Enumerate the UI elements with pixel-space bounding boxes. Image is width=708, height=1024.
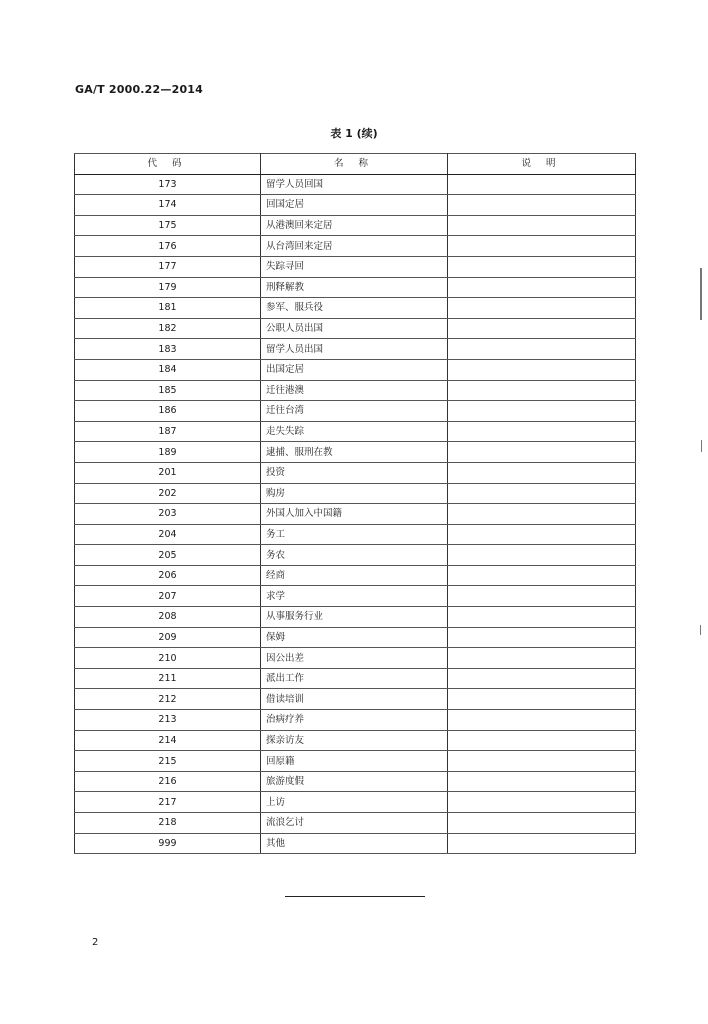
table-row [75, 771, 636, 792]
code-cell: 999 [75, 833, 261, 854]
name-cell: 逮捕、服刑在教 [261, 442, 448, 463]
description-cell [448, 668, 636, 689]
code-cell: 174 [75, 195, 261, 216]
description-cell [448, 318, 636, 339]
table-row [75, 380, 636, 401]
table-row [75, 298, 636, 319]
description-cell [448, 339, 636, 360]
name-cell: 从港澳回来定居 [261, 215, 448, 236]
code-cell: 215 [75, 751, 261, 772]
description-cell [448, 236, 636, 257]
table-row [75, 668, 636, 689]
table-row [75, 648, 636, 669]
code-cell: 202 [75, 483, 261, 504]
table-row [75, 524, 636, 545]
description-cell [448, 174, 636, 195]
table-row [75, 236, 636, 257]
name-cell: 迁往港澳 [261, 380, 448, 401]
name-cell: 务工 [261, 524, 448, 545]
code-cell: 212 [75, 689, 261, 710]
description-cell [448, 421, 636, 442]
description-cell [448, 195, 636, 216]
description-cell [448, 504, 636, 525]
code-table [74, 153, 636, 854]
name-cell: 刑释解教 [261, 277, 448, 298]
code-cell: 175 [75, 215, 261, 236]
description-cell [448, 751, 636, 772]
name-cell: 求学 [261, 586, 448, 607]
description-cell [448, 813, 636, 834]
description-cell [448, 401, 636, 422]
code-cell: 208 [75, 607, 261, 628]
table-row [75, 195, 636, 216]
table-row [75, 401, 636, 422]
code-cell: 213 [75, 710, 261, 731]
name-cell: 回国定居 [261, 195, 448, 216]
code-cell: 189 [75, 442, 261, 463]
table-row [75, 277, 636, 298]
table-row [75, 256, 636, 277]
code-cell: 183 [75, 339, 261, 360]
description-cell [448, 215, 636, 236]
footer-rule [285, 896, 425, 897]
description-cell [448, 256, 636, 277]
table-row [75, 607, 636, 628]
code-cell: 181 [75, 298, 261, 319]
code-cell: 201 [75, 462, 261, 483]
table-row [75, 421, 636, 442]
name-cell: 留学人员回国 [261, 174, 448, 195]
header-name: 名 称 [261, 154, 448, 175]
name-cell: 走失失踪 [261, 421, 448, 442]
scan-artifact [700, 268, 702, 320]
table-body [75, 174, 636, 854]
code-cell: 186 [75, 401, 261, 422]
description-cell [448, 298, 636, 319]
code-cell: 218 [75, 813, 261, 834]
code-cell: 173 [75, 174, 261, 195]
table-row [75, 833, 636, 854]
scan-artifact [701, 440, 702, 452]
code-cell: 184 [75, 359, 261, 380]
name-cell: 迁往台湾 [261, 401, 448, 422]
table-row [75, 792, 636, 813]
name-cell: 其他 [261, 833, 448, 854]
name-cell: 借读培训 [261, 689, 448, 710]
name-cell: 从事服务行业 [261, 607, 448, 628]
name-cell: 公职人员出国 [261, 318, 448, 339]
name-cell: 治病疗养 [261, 710, 448, 731]
table-row [75, 689, 636, 710]
description-cell [448, 483, 636, 504]
code-cell: 207 [75, 586, 261, 607]
table-row [75, 483, 636, 504]
name-cell: 参军、服兵役 [261, 298, 448, 319]
name-cell: 从台湾回来定居 [261, 236, 448, 257]
description-cell [448, 648, 636, 669]
name-cell: 失踪寻回 [261, 256, 448, 277]
name-cell: 出国定居 [261, 359, 448, 380]
description-cell [448, 627, 636, 648]
description-cell [448, 277, 636, 298]
description-cell [448, 586, 636, 607]
name-cell: 保姆 [261, 627, 448, 648]
scan-artifact [700, 625, 701, 635]
table-row [75, 442, 636, 463]
standard-identifier: GA/T 2000.22—2014 [75, 83, 204, 96]
table-row [75, 545, 636, 566]
name-cell: 务农 [261, 545, 448, 566]
name-cell: 经商 [261, 565, 448, 586]
table-row [75, 359, 636, 380]
name-cell: 因公出差 [261, 648, 448, 669]
table-row [75, 730, 636, 751]
code-cell: 209 [75, 627, 261, 648]
code-cell: 216 [75, 771, 261, 792]
description-cell [448, 689, 636, 710]
code-cell: 211 [75, 668, 261, 689]
table-row [75, 813, 636, 834]
name-cell: 购房 [261, 483, 448, 504]
table-header-row [75, 154, 636, 175]
code-cell: 179 [75, 277, 261, 298]
name-cell: 流浪乞讨 [261, 813, 448, 834]
name-cell: 探亲访友 [261, 730, 448, 751]
description-cell [448, 462, 636, 483]
table-row [75, 462, 636, 483]
code-cell: 177 [75, 256, 261, 277]
table-row [75, 565, 636, 586]
header-description: 说 明 [448, 154, 636, 175]
table-row [75, 318, 636, 339]
table-row [75, 174, 636, 195]
code-cell: 203 [75, 504, 261, 525]
code-cell: 205 [75, 545, 261, 566]
name-cell: 回原籍 [261, 751, 448, 772]
description-cell [448, 524, 636, 545]
description-cell [448, 833, 636, 854]
code-cell: 182 [75, 318, 261, 339]
name-cell: 派出工作 [261, 668, 448, 689]
description-cell [448, 771, 636, 792]
name-cell: 旅游度假 [261, 771, 448, 792]
table-row [75, 504, 636, 525]
code-cell: 176 [75, 236, 261, 257]
header-code: 代 码 [75, 154, 261, 175]
description-cell [448, 545, 636, 566]
description-cell [448, 607, 636, 628]
table-row [75, 751, 636, 772]
table-row [75, 627, 636, 648]
description-cell [448, 730, 636, 751]
code-cell: 217 [75, 792, 261, 813]
code-cell: 185 [75, 380, 261, 401]
name-cell: 上访 [261, 792, 448, 813]
code-cell: 204 [75, 524, 261, 545]
table-row [75, 710, 636, 731]
name-cell: 留学人员出国 [261, 339, 448, 360]
description-cell [448, 359, 636, 380]
code-cell: 214 [75, 730, 261, 751]
code-cell: 206 [75, 565, 261, 586]
description-cell [448, 442, 636, 463]
description-cell [448, 710, 636, 731]
table-caption: 表 1 (续) [330, 127, 378, 140]
page-number: 2 [92, 937, 99, 948]
code-cell: 210 [75, 648, 261, 669]
name-cell: 外国人加入中国籍 [261, 504, 448, 525]
table-row [75, 586, 636, 607]
name-cell: 投资 [261, 462, 448, 483]
description-cell [448, 565, 636, 586]
description-cell [448, 380, 636, 401]
code-cell: 187 [75, 421, 261, 442]
table-row [75, 215, 636, 236]
table-row [75, 339, 636, 360]
description-cell [448, 792, 636, 813]
